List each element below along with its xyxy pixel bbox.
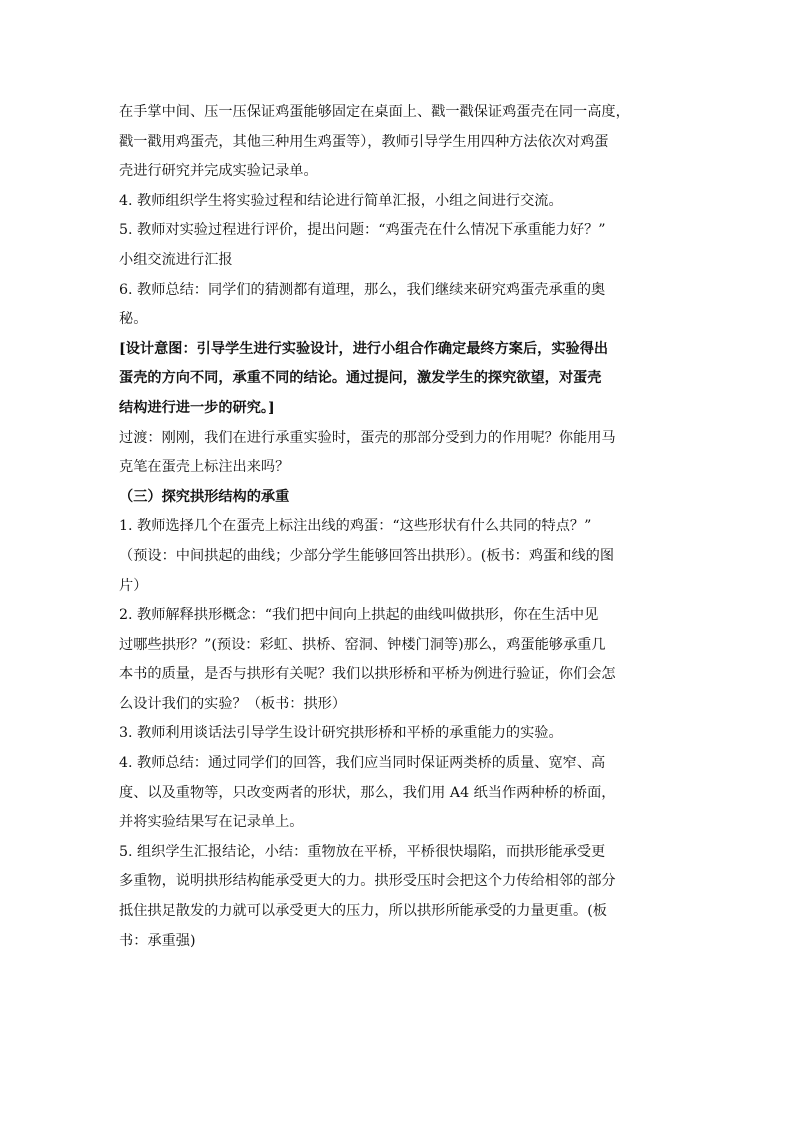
text-line: 度、以及重物等，只改变两者的形状，那么，我们用 A4 纸当作两种桥的桥面， [119,784,616,801]
text-line: 4. 教师组织学生将实验过程和结论进行简单汇报，小组之间进行交流。 [119,192,563,209]
text-line: 克笔在蛋壳上标注出来吗？ [119,459,290,476]
text-line: （三）探究拱形结构的承重 [119,488,290,505]
text-line: 抵住拱足散发的力就可以承受更大的压力，所以拱形所能承受的力量更重。(板 [119,903,607,920]
text-line: 多重物，说明拱形结构能承受更大的力。拱形受压时会把这个力传给相邻的部分 [119,873,616,890]
text-line: 书：承重强) [119,932,196,949]
text-line: 本书的质量，是否与拱形有关呢？我们以拱形桥和平桥为例进行验证，你们会怎 [119,666,616,683]
text-line: 1. 教师选择几个在蛋壳上标注出线的鸡蛋：“这些形状有什么共同的特点？” [119,518,592,535]
text-line: 2. 教师解释拱形概念：“我们把中间向上拱起的曲线叫做拱形，你在生活中见 [119,607,599,624]
document-page [119,98,679,956]
text-line: 过渡：刚刚，我们在进行承重实验时，蛋壳的那部分受到力的作用呢？你能用马 [119,429,616,446]
text-line: 小组交流进行汇报 [119,251,233,268]
text-line: 5. 教师对实验过程进行评价，提出问题：“鸡蛋壳在什么情况下承重能力好？” [119,222,606,239]
text-line: 3. 教师利用谈话法引导学生设计研究拱形桥和平桥的承重能力的实验。 [119,725,563,742]
text-line: 蛋壳的方向不同，承重不同的结论。通过提问，激发学生的探究欲望，对蛋壳 [119,370,602,387]
text-line: 戳一戳用鸡蛋壳，其他三种用生鸡蛋等），教师引导学生用四种方法依次对鸡蛋 [119,133,609,150]
text-line: （预设：中间拱起的曲线；少部分学生能够回答出拱形）。(板书：鸡蛋和线的图 [119,547,615,564]
text-line: 6. 教师总结：同学们的猜测都有道理，那么，我们继续来研究鸡蛋壳承重的奥 [119,281,606,298]
text-line: 结构进行进一步的研究。] [119,399,275,416]
text-line: 秘。 [119,311,148,328]
text-line: 么设计我们的实验？（板书：拱形） [119,695,347,712]
text-line: 壳进行研究并完成实验记录单。 [119,163,318,180]
text-line: 过哪些拱形？”(预设：彩虹、拱桥、窑洞、钟楼门洞等)那么，鸡蛋能够承重几 [119,636,606,653]
text-line: 在手掌中间、压一压保证鸡蛋能够固定在桌面上、戳一戳保证鸡蛋壳在同一高度， [119,104,630,120]
text-line: 4. 教师总结：通过同学们的回答，我们应当同时保证两类桥的质量、宽窄、高 [119,755,606,772]
text-line: 5. 组织学生汇报结论，小结：重物放在平桥，平桥很快塌陷，而拱形能承受更 [119,843,606,860]
text-line: 片） [119,577,148,594]
text-line: 并将实验结果写在记录单上。 [119,814,304,831]
text-line: [设计意图：引导学生进行实验设计，进行小组合作确定最终方案后，实验得出 [119,340,609,357]
